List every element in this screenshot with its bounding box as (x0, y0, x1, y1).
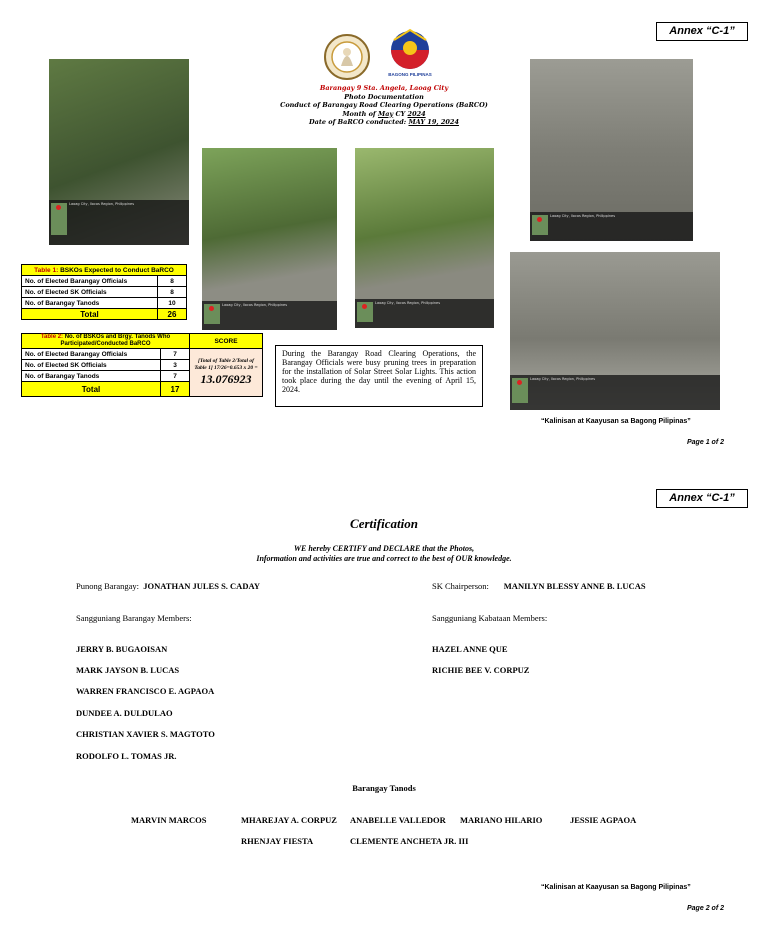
list-item: HAZEL ANNE QUE (432, 644, 508, 654)
barangay-seal-logo (322, 32, 372, 80)
list-item: JESSIE AGPAOA (570, 815, 637, 825)
logo-caption: BAGONG PILIPINAS (388, 72, 432, 77)
table-row: No. of Barangay Tanods 7 (22, 371, 263, 382)
table-total-row: Total 17 (22, 382, 263, 397)
table-row: No. of Elected SK Officials 3 (22, 360, 263, 371)
photo-2: Laoag City, Ilocos Region, Philippines (202, 148, 337, 330)
sk-members-label: Sangguniang Kabataan Members: (432, 613, 548, 623)
slogan-2: “Kalinisan at Kaayusan sa Bagong Pilipinas” (541, 884, 691, 891)
list-item: ANABELLE VALLEDOR (350, 815, 446, 825)
photo-5: Laoag City, Ilocos Region, Philippines (510, 252, 720, 410)
score-value: 13.076923 (200, 372, 252, 386)
table-2-caption: Table 2: No. of BSKOs and Brgy. Tanods Who Participated/Conducted BaRCO (22, 334, 190, 349)
activity-title: Conduct of Barangay Road Clearing Operations (BaRCO) (280, 101, 488, 109)
list-item: MARIANO HILARIO (460, 815, 543, 825)
table-2 (21, 333, 263, 397)
sb-members-label: Sangguniang Barangay Members: (76, 613, 192, 623)
punong-barangay-line: Punong Barangay: JONATHAN JULES S. CADAY (76, 581, 260, 591)
table-1 (21, 264, 187, 320)
sk-chairperson-line: SK Chairperson: MANILYN BLESSY ANNE B. LUCAS (432, 581, 646, 591)
table-total-row: Total 26 (22, 309, 187, 320)
date-line: Date of BaRCO conducted: MAY 19, 2024 (309, 118, 459, 126)
doc-title: Photo Documentation (344, 92, 424, 101)
photo-1: Laoag City, Ilocos Region, Philippines (49, 59, 189, 245)
certification-statement: WE hereby CERTIFY and DECLARE that the Photos, Information and activities are true and correct to the best of OUR knowledge. (256, 544, 512, 563)
slogan: “Kalinisan at Kaayusan sa Bagong Pilipinas” (541, 418, 691, 425)
score-header: SCORE (190, 334, 263, 349)
table-row: No. of Elected Barangay Officials 8 (22, 276, 187, 287)
list-item: MARVIN MARCOS (131, 815, 207, 825)
narrative-box: During the Barangay Road Clearing Operations, the Barangay Officials were busy pruning trees in preparation for the installation of Solar Street Solar Lights. This action took place during the day until the evening of April 15, 2024. (275, 345, 483, 407)
list-item: CHRISTIAN XAVIER S. MAGTOTO (76, 729, 215, 739)
score-cell: [Total of Table 2/Total of Table 1] 17/26=0.653 x 20 = 13.076923 (190, 349, 263, 397)
barangay-name: Barangay 9 Sta. Angela, Laoag City (319, 84, 449, 92)
list-item: DUNDEE A. DULDULAO (76, 708, 173, 718)
page-number-2: Page 2 of 2 (687, 905, 725, 912)
table-row: No. of Barangay Tanods 10 (22, 298, 187, 309)
photo-4: Laoag City, Ilocos Region, Philippines (530, 59, 693, 241)
list-item: MARK JAYSON B. LUCAS (76, 665, 180, 675)
list-item: RHENJAY FIESTA (241, 836, 314, 846)
page-number: Page 1 of 2 (687, 439, 725, 446)
list-item: WARREN FRANCISCO E. AGPAOA (76, 686, 215, 696)
list-item: RODOLFO L. TOMAS JR. (76, 751, 177, 761)
month-line: Month of May CY 2024 (342, 109, 426, 118)
tanods-heading: Barangay Tanods (352, 783, 416, 793)
bagong-pilipinas-logo (384, 28, 436, 78)
list-item: RICHIE BEE V. CORPUZ (432, 665, 530, 675)
table-row: No. of Elected Barangay Officials 7 [Total of Table 2/Total of Table 1] 17/26=0.653 x 20 = 13.076923 (22, 349, 263, 360)
photo-3: Laoag City, Ilocos Region, Philippines (355, 148, 494, 328)
annex-label-2: Annex “C-1” (656, 489, 748, 508)
list-item: JERRY B. BUGAOISAN (76, 644, 168, 654)
table-1-caption: Table 1: BSKOs Expected to Conduct BaRCO (22, 265, 187, 276)
annex-label: Annex “C-1” (656, 22, 748, 41)
table-row: No. of Elected SK Officials 8 (22, 287, 187, 298)
document-header (270, 84, 498, 127)
list-item: MHAREJAY A. CORPUZ (241, 815, 337, 825)
certification-title: Certification (350, 516, 418, 531)
list-item: CLEMENTE ANCHETA JR. III (350, 836, 469, 846)
